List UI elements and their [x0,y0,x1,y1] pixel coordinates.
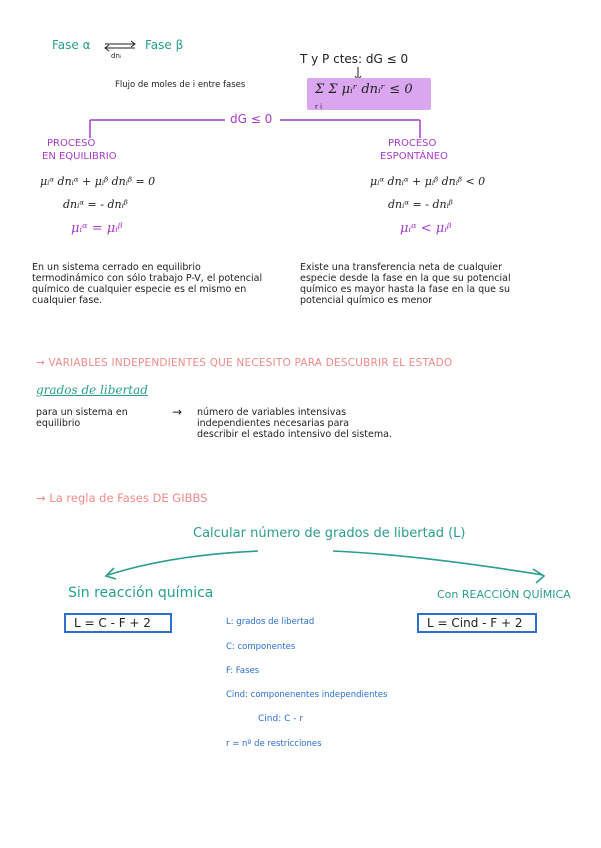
legend-r: r = nº de restricciones [226,739,322,749]
reaction-formula: L = Cind - F + 2 [417,613,537,633]
spontaneous-eq3: μᵢᵅ < μᵢᵝ [400,221,452,236]
arrow-label: dnᵢ [111,52,122,60]
equilibrium-eq2: dnᵢᵅ = - dnᵢᵝ [63,198,128,211]
degrees-freedom-title: grados de libertad [36,383,148,397]
legend-c: C: componentes [226,642,296,652]
degrees-freedom-left: para un sistema en equilibrio [36,407,128,429]
spontaneous-title-line2: ESPONTÁNEO [380,151,448,162]
sum-expression [307,78,431,110]
equilibrium-eq3: μᵢᵅ = μᵢᵝ [71,221,123,236]
spontaneous-eq2: dnᵢᵅ = - dnᵢᵝ [388,198,453,211]
sum-expression-text: Σ Σ μᵢʳ dnᵢʳ ≤ 0 [315,82,413,97]
equilibrium-eq1: μᵢᵅ dnᵢᵅ + μᵢᵝ dnᵢᵝ = 0 [40,175,156,188]
no-reaction-formula: L = C - F + 2 [64,613,172,633]
legend-f: F: Fases [226,666,260,676]
phase-alpha-label: Fase α [52,38,91,52]
equilibrium-title-line2: EN EQUILIBRIO [42,151,117,162]
condition-label: T y P ctes: dG ≤ 0 [300,52,409,66]
legend-cind: Cind: componenentes independientes [226,690,388,700]
branch-title: dG ≤ 0 [230,112,273,126]
sum-indices: r i [315,103,323,111]
spontaneous-eq1: μᵢᵅ dnᵢᵅ + μᵢᵝ dnᵢᵝ < 0 [370,175,486,188]
legend-l: L: grados de libertad [226,617,315,627]
double-arrow-icon [103,40,137,52]
spontaneous-text: Existe una transferencia neta de cualquier especie desde la fase en la que su potencial químico es mayor hasta la fase en la que su potencial químico es menor [300,262,511,306]
section-gibbs-heading: → La regla de Fases DE GIBBS [36,491,208,505]
equilibrium-title-line1: PROCESO [47,138,96,149]
section-variables-heading: → VARIABLES INDEPENDIENTES QUE NECESITO PARA DESCUBRIR EL ESTADO [36,357,453,369]
gibbs-heading: Calcular número de grados de libertad (L) [193,526,466,541]
reaction-title: Con REACCIÓN QUÍMICA [437,588,571,601]
degrees-freedom-right: número de variables intensivas independientes necesarias para describir el estado intensivo del sistema. [197,407,392,440]
phase-beta-label: Fase β [145,38,184,52]
spontaneous-title-line1: PROCESO [388,138,437,149]
degrees-freedom-arrow: → [172,405,183,419]
equilibrium-text: En un sistema cerrado en equilibrio termodinámico con sólo trabajo P-V, el potencial químico de cualquier especie es el mismo en cualquier fase. [32,262,263,306]
legend-cind-formula: Cind: C - r [258,714,304,724]
flow-caption: Flujo de moles de i entre fases [115,80,246,90]
no-reaction-title: Sin reacción química [68,585,214,601]
